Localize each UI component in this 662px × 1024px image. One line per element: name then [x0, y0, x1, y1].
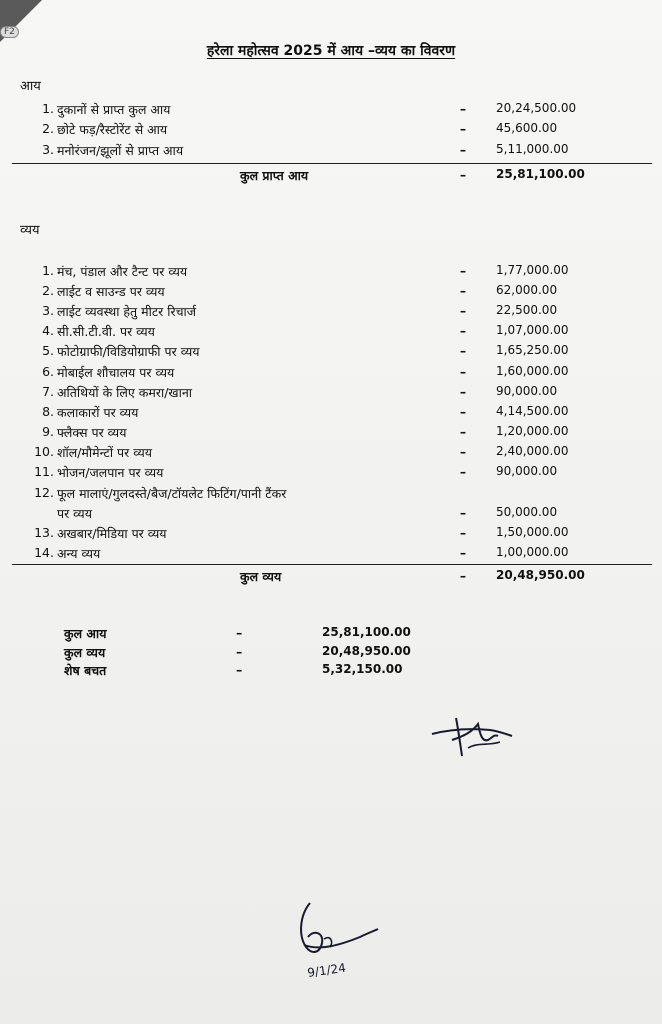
summary-dash: –: [236, 644, 243, 659]
row-dash: –: [459, 323, 467, 338]
expense-row: [0, 404, 662, 424]
row-amount: 50,000.00: [496, 505, 558, 519]
expense-row: [0, 343, 662, 363]
row-label: अन्य व्यय: [57, 546, 101, 561]
expense-row: [0, 364, 662, 384]
row-label: लाईट व्यवस्था हेतु मीटर रिचार्ज: [57, 304, 197, 319]
summary-total-expense: [0, 644, 662, 662]
summary-amount: 5,32,150.00: [322, 662, 403, 676]
row-number: 6.: [42, 364, 54, 379]
row-amount: 4,14,500.00: [496, 404, 569, 418]
income-total-label: कुल प्राप्त आय: [240, 168, 309, 183]
row-number: 11.: [34, 464, 54, 479]
row-amount: 1,20,000.00: [496, 424, 569, 438]
row-dash: –: [459, 568, 467, 583]
row-number: 14.: [34, 545, 54, 560]
summary-label: कुल आय: [64, 626, 107, 641]
summary-label: शेष बचत: [64, 663, 107, 678]
expense-total-row: [0, 568, 662, 588]
expense-total-label: कुल व्यय: [240, 569, 282, 584]
row-dash: –: [459, 343, 467, 358]
summary-amount: 25,81,100.00: [322, 625, 411, 639]
row-number: 4.: [42, 323, 54, 338]
expense-row: [0, 545, 662, 565]
row-number: 1.: [42, 101, 54, 116]
row-label: अतिथियों के लिए कमरा/खाना: [57, 385, 193, 400]
expense-row-continued: [0, 505, 662, 525]
document-title-text: हरेला महोत्सव 2025 में आय –व्यय का विवरण: [206, 43, 456, 59]
row-number: 1.: [42, 263, 54, 278]
expense-row: [0, 525, 662, 545]
expense-total-amount: 20,48,950.00: [496, 568, 585, 582]
row-amount: 1,07,000.00: [496, 323, 569, 337]
row-amount: 90,000.00: [496, 464, 558, 478]
row-amount: 90,000.00: [496, 384, 558, 398]
row-number: 3.: [42, 303, 54, 318]
income-heading: आय: [20, 79, 41, 94]
row-amount: 22,500.00: [496, 303, 558, 317]
row-amount: 5,11,000.00: [496, 142, 569, 156]
row-dash: –: [459, 283, 467, 298]
row-number: 9.: [42, 424, 54, 439]
row-dash: –: [459, 121, 467, 136]
row-amount: 45,600.00: [496, 121, 558, 135]
summary-dash: –: [236, 625, 243, 640]
row-label-continued: पर व्यय: [57, 506, 92, 521]
row-amount: 1,77,000.00: [496, 263, 569, 277]
expense-row: [0, 283, 662, 303]
expense-row: [0, 263, 662, 283]
income-row: [0, 101, 662, 121]
row-dash: –: [459, 303, 467, 318]
row-dash: –: [459, 364, 467, 379]
row-dash: –: [459, 424, 467, 439]
row-amount: 1,60,000.00: [496, 364, 569, 378]
row-label: कलाकारों पर व्यय: [57, 405, 139, 420]
row-number: 3.: [42, 142, 54, 157]
expense-row: [0, 424, 662, 444]
row-number: 7.: [42, 384, 54, 399]
row-number: 5.: [42, 343, 54, 358]
expense-total-rule: [12, 564, 652, 565]
row-amount: 2,40,000.00: [496, 444, 569, 458]
row-label: दुकानों से प्राप्त कुल आय: [57, 102, 171, 117]
row-amount: 20,24,500.00: [496, 101, 577, 115]
income-total-rule: [12, 163, 652, 164]
income-row: [0, 142, 662, 162]
row-label: सी.सी.टी.वी. पर व्यय: [57, 324, 155, 339]
signature-1-icon: [428, 712, 518, 762]
row-label: मंच, पंडाल और टैन्ट पर व्यय: [57, 264, 188, 279]
row-number: 10.: [34, 444, 54, 459]
expense-row: [0, 485, 662, 505]
summary-total-income: [0, 625, 662, 643]
row-label: शॉल/मौमेन्टों पर व्यय: [57, 445, 153, 460]
expense-heading: व्यय: [20, 223, 40, 238]
income-total-amount: 25,81,100.00: [496, 167, 585, 181]
row-label: छोटे फड़/रैस्टोरेंट से आय: [57, 122, 168, 137]
row-dash: –: [459, 404, 467, 419]
row-dash: –: [459, 167, 467, 182]
row-label: मोबाईल शौचालय पर व्यय: [57, 365, 175, 380]
summary-label: कुल व्यय: [64, 645, 106, 660]
row-label: मनोरंजन/झूलों से प्राप्त आय: [57, 143, 184, 158]
row-dash: –: [459, 545, 467, 560]
row-dash: –: [459, 444, 467, 459]
summary-dash: –: [236, 662, 243, 677]
row-label: लाईट व साउन्ड पर व्यय: [57, 284, 165, 299]
income-row: [0, 121, 662, 141]
income-total-row: [0, 167, 662, 187]
row-number: 12.: [34, 485, 54, 500]
row-dash: –: [459, 142, 467, 157]
row-dash: –: [459, 384, 467, 399]
expense-row: [0, 303, 662, 323]
summary-amount: 20,48,950.00: [322, 644, 411, 658]
row-dash: –: [459, 505, 467, 520]
row-dash: –: [459, 464, 467, 479]
row-dash: –: [459, 101, 467, 116]
row-dash: –: [459, 263, 467, 278]
row-label: फूल मालाएं/गुलदस्ते/बैज/टॉयलेट फिटिंग/पानी टैंकर: [57, 486, 287, 501]
row-amount: 1,50,000.00: [496, 525, 569, 539]
expense-row: [0, 444, 662, 464]
expense-row: [0, 464, 662, 484]
row-label: अखबार/मिडिया पर व्यय: [57, 526, 167, 541]
row-label: फोटोग्राफी/विडियोग्राफी पर व्यय: [57, 344, 200, 359]
row-number: 2.: [42, 121, 54, 136]
expense-row: [0, 384, 662, 404]
page-tag: F2: [0, 26, 19, 38]
row-label: भोजन/जलपान पर व्यय: [57, 465, 164, 480]
signature-2-icon: [290, 895, 390, 985]
row-dash: –: [459, 525, 467, 540]
row-number: 2.: [42, 283, 54, 298]
row-amount: 1,65,250.00: [496, 343, 569, 357]
row-number: 8.: [42, 404, 54, 419]
row-label: फ्लैक्स पर व्यय: [57, 425, 127, 440]
document-title: [0, 41, 662, 60]
signature-date-text: 9/1/24: [306, 960, 347, 980]
row-number: 13.: [34, 525, 54, 540]
expense-row: [0, 323, 662, 343]
row-amount: 62,000.00: [496, 283, 558, 297]
row-amount: 1,00,000.00: [496, 545, 569, 559]
summary-balance: [0, 662, 662, 680]
